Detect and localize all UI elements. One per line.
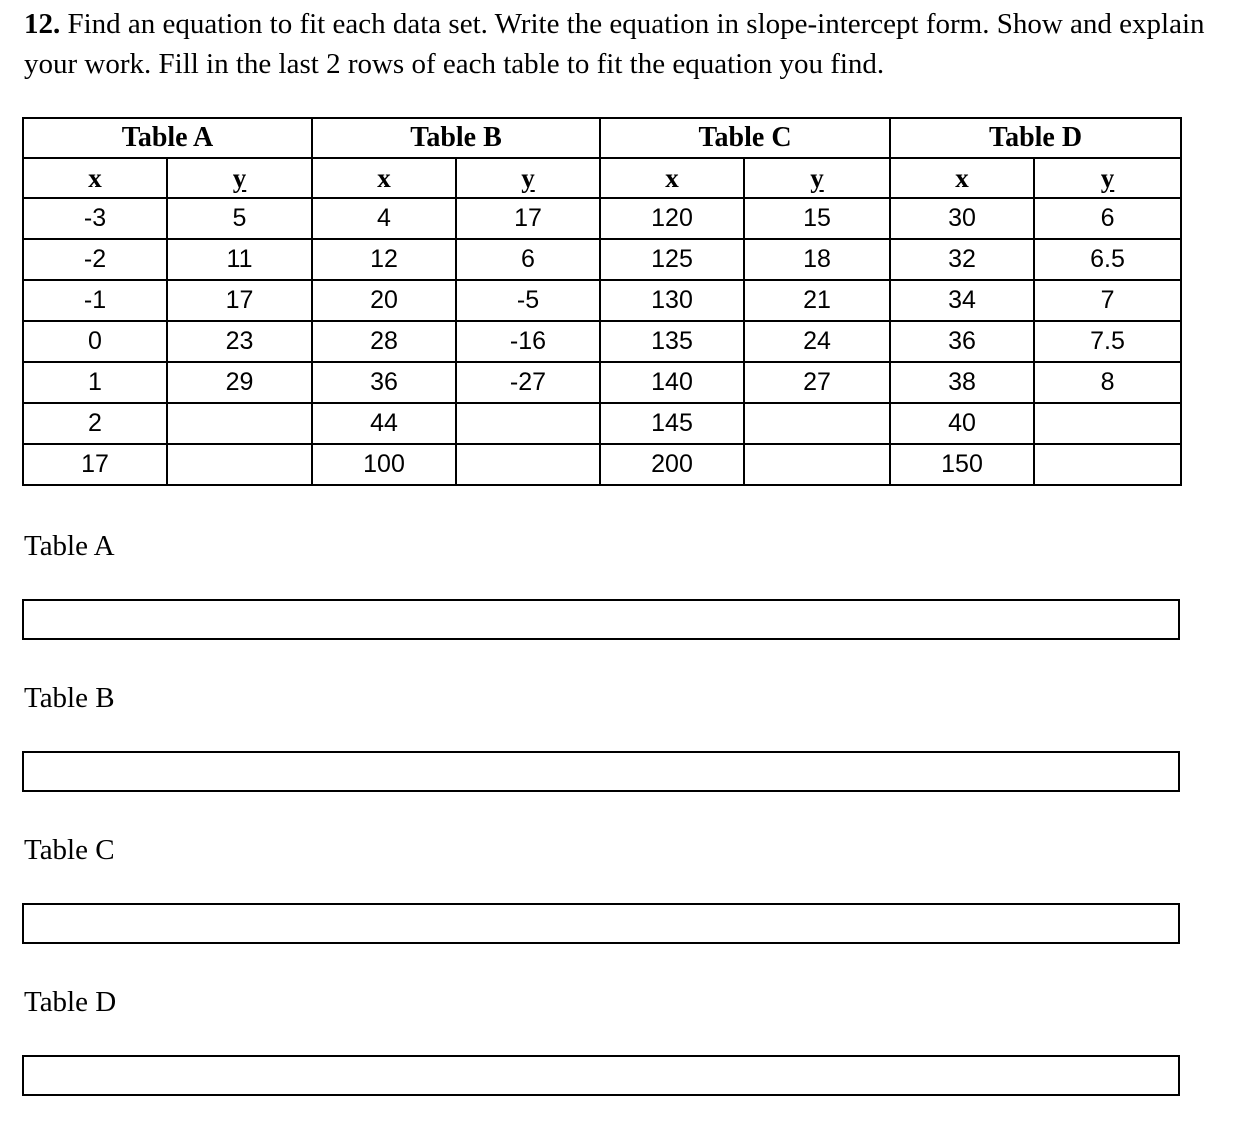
- table-cell-y: 23: [167, 321, 312, 362]
- table-row: [23, 403, 1181, 444]
- table-row: [23, 239, 1181, 280]
- table-cell-y: 6: [1034, 198, 1181, 239]
- table-cell-x: 2: [23, 403, 167, 444]
- table-cell-x: 4: [312, 198, 456, 239]
- table-cell-x: 38: [890, 362, 1034, 403]
- table-cell-x: 34: [890, 280, 1034, 321]
- table-cell-x: 0: [23, 321, 167, 362]
- answer-box-b[interactable]: [22, 751, 1180, 792]
- table-cell-y: -16: [456, 321, 600, 362]
- answer-box-c[interactable]: [22, 903, 1180, 944]
- blank-answer-cell[interactable]: [456, 403, 600, 444]
- column-header-y-c: [744, 158, 890, 198]
- table-title-b: Table B: [312, 118, 600, 158]
- table-cell-y: 6.5: [1034, 239, 1181, 280]
- table-cell-x: 12: [312, 239, 456, 280]
- answer-label-a: Table A: [24, 530, 115, 562]
- table-cell-x: 1: [23, 362, 167, 403]
- table-cell-x: 135: [600, 321, 744, 362]
- table-cell-y: 15: [744, 198, 890, 239]
- table-cell-y: -5: [456, 280, 600, 321]
- column-header-label: y: [521, 162, 535, 193]
- table-cell-x: 44: [312, 403, 456, 444]
- answer-label-c: Table C: [24, 834, 115, 866]
- table-cell-y: 18: [744, 239, 890, 280]
- table-cell-x: -2: [23, 239, 167, 280]
- column-header-x-a: [23, 158, 167, 198]
- table-cell-x: 30: [890, 198, 1034, 239]
- table-cell-y: -27: [456, 362, 600, 403]
- table-header-row: [23, 158, 1181, 198]
- data-tables: [22, 117, 1182, 486]
- column-header-label: y: [810, 162, 824, 193]
- table-cell-x: 17: [23, 444, 167, 485]
- table-title-d: Table D: [890, 118, 1181, 158]
- table-cell-x: 36: [312, 362, 456, 403]
- question-number: 12.: [24, 8, 61, 40]
- column-header-y-b: [456, 158, 600, 198]
- table-cell-x: 150: [890, 444, 1034, 485]
- table-cell-y: 29: [167, 362, 312, 403]
- blank-answer-cell[interactable]: [1034, 403, 1181, 444]
- table-cell-y: 17: [456, 198, 600, 239]
- blank-answer-cell[interactable]: [744, 444, 890, 485]
- table-row: [23, 321, 1181, 362]
- table-cell-x: 28: [312, 321, 456, 362]
- column-header-label: x: [955, 162, 969, 193]
- table-cell-x: 20: [312, 280, 456, 321]
- table-cell-y: 21: [744, 280, 890, 321]
- table-row: [23, 444, 1181, 485]
- table-cell-x: 130: [600, 280, 744, 321]
- table-cell-x: 120: [600, 198, 744, 239]
- table-cell-y: 8: [1034, 362, 1181, 403]
- table-title-c: Table C: [600, 118, 890, 158]
- blank-answer-cell[interactable]: [167, 403, 312, 444]
- table-cell-x: -1: [23, 280, 167, 321]
- answer-label-d: Table D: [24, 986, 117, 1018]
- column-header-label: x: [377, 162, 391, 193]
- table-cell-x: 200: [600, 444, 744, 485]
- table-cell-y: 24: [744, 321, 890, 362]
- answer-box-d[interactable]: [22, 1055, 1180, 1096]
- table-title-a: Table A: [23, 118, 312, 158]
- table-row: [23, 362, 1181, 403]
- question-body: Find an equation to fit each data set. Write the equation in slope-intercept form. Show and explain your work. Fill in the last 2 rows of each table to fit the equation you find.: [24, 8, 1205, 80]
- column-header-label: y: [1100, 162, 1115, 193]
- column-header-x-b: [312, 158, 456, 198]
- column-header-x-d: [890, 158, 1034, 198]
- blank-answer-cell[interactable]: [744, 403, 890, 444]
- table-row: [23, 280, 1181, 321]
- column-header-label: x: [88, 162, 102, 193]
- column-header-x-c: [600, 158, 744, 198]
- table-cell-x: 40: [890, 403, 1034, 444]
- table-cell-x: 36: [890, 321, 1034, 362]
- blank-answer-cell[interactable]: [456, 444, 600, 485]
- column-header-label: y: [232, 162, 247, 193]
- column-header-label: x: [665, 162, 679, 193]
- table-cell-y: 17: [167, 280, 312, 321]
- table-cell-y: 7: [1034, 280, 1181, 321]
- table-title-row: [23, 118, 1181, 158]
- table-cell-x: 32: [890, 239, 1034, 280]
- blank-answer-cell[interactable]: [1034, 444, 1181, 485]
- table-row: [23, 198, 1181, 239]
- table-cell-y: 27: [744, 362, 890, 403]
- table-cell-y: 6: [456, 239, 600, 280]
- column-header-y-a: [167, 158, 312, 198]
- table-cell-x: 140: [600, 362, 744, 403]
- blank-answer-cell[interactable]: [167, 444, 312, 485]
- question-text: [24, 4, 1224, 84]
- column-header-y-d: [1034, 158, 1181, 198]
- table-cell-x: 125: [600, 239, 744, 280]
- table-cell-x: -3: [23, 198, 167, 239]
- table-cell-y: 7.5: [1034, 321, 1181, 362]
- table-cell-y: 11: [167, 239, 312, 280]
- answer-label-b: Table B: [24, 682, 115, 714]
- table-cell-x: 145: [600, 403, 744, 444]
- table-cell-x: 100: [312, 444, 456, 485]
- answer-box-a[interactable]: [22, 599, 1180, 640]
- table-cell-y: 5: [167, 198, 312, 239]
